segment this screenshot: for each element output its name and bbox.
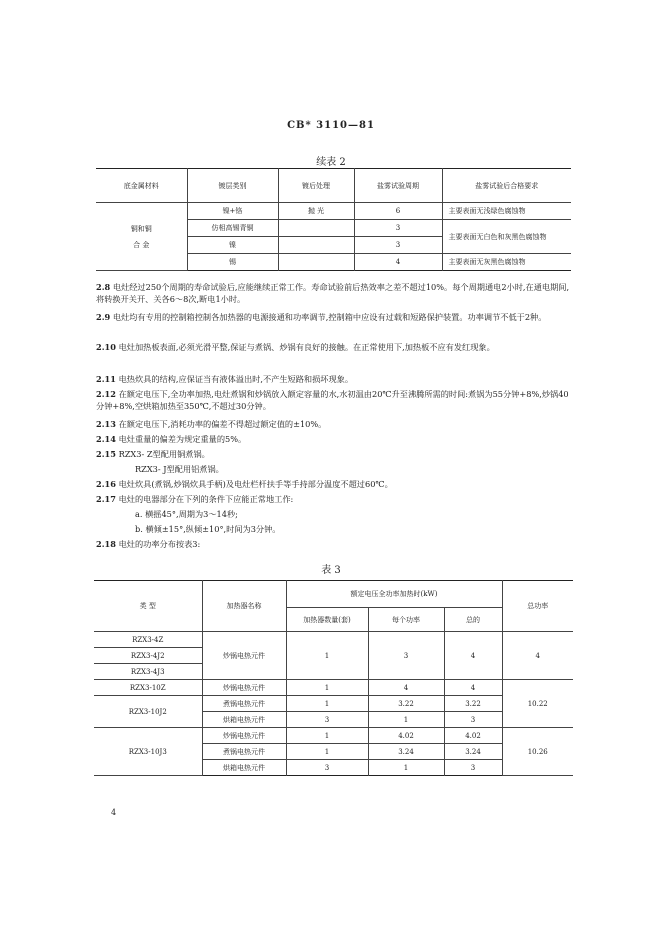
overall-cell: 10.22 [502, 680, 573, 728]
type-cell: RZX3-4J3 [94, 664, 202, 680]
heater-name-cell: 炒锅电热元件 [202, 680, 286, 696]
requirement-cell: 主要表面无浅绿色腐蚀物 [442, 203, 571, 220]
count-cell: 1 [286, 728, 368, 744]
clause-2-17 [96, 493, 574, 505]
col-header-coating: 镀层类别 [187, 169, 278, 203]
clause-number: 2.17 [96, 494, 116, 504]
table2-caption: 续表 2 [316, 157, 346, 168]
each-power-cell: 4.02 [368, 728, 444, 744]
table-row [96, 203, 571, 220]
clause-2-16 [96, 478, 574, 490]
each-power-cell: 1 [368, 760, 444, 776]
total-cell: 3 [444, 712, 502, 728]
clause-text: 在额定电压下,消耗功率的偏差不得超过额定值的±10%。 [118, 419, 327, 429]
type-cell: RZX3-4Z [94, 632, 202, 648]
clause-number: 2.10 [96, 342, 116, 352]
page-number: 4 [111, 808, 117, 817]
each-power-cell: 4 [368, 680, 444, 696]
each-power-cell: 1 [368, 712, 444, 728]
clause-number: 2.16 [96, 479, 116, 489]
coating-cell: 镍 [187, 237, 278, 254]
clause-2-9 [96, 311, 574, 323]
clause-number: 2.8 [96, 282, 111, 292]
clause-text: 电灶的电器部分在下列的条件下应能正常地工作: [118, 494, 294, 504]
clause-number: 2.12 [96, 389, 116, 399]
type-cell: RZX3-4J2 [94, 648, 202, 664]
each-power-cell: 3.22 [368, 696, 444, 712]
clause-number: 2.13 [96, 419, 116, 429]
heater-name-cell: 烘箱电热元件 [202, 760, 286, 776]
total-cell: 4.02 [444, 728, 502, 744]
clause-number: 2.11 [96, 374, 116, 384]
each-power-cell: 3.24 [368, 744, 444, 760]
clause-text: 电灶重量的偏差为规定重量的5%。 [118, 434, 247, 444]
clause-text: 电灶经过250个周期的寿命试验后,应能继续正常工作。寿命试验前后热效率之差不超过10%。每个周期通电2小时,在通电期间,将转换开关开、关各6～8次,断电1小时。 [96, 282, 570, 304]
clause-text: 电热炊具的结构,应保证当有液体溢出时,不产生短路和损坏现象。 [118, 374, 354, 384]
cycle-cell: 6 [354, 203, 442, 220]
heater-name-cell: 炒锅电热元件 [202, 632, 286, 680]
clause-2-14 [96, 433, 574, 445]
coating-cell: 仿相高锡青铜 [187, 220, 278, 237]
table3-caption: 表 3 [321, 565, 341, 576]
col-header-overall-power: 总功率 [502, 581, 573, 632]
requirement-cell: 主要表面无灰黑色腐蚀物 [442, 254, 571, 271]
clause-text: 电灶炊具(煮锅,炒锅炊具手柄)及电灶栏杆扶手等手持部分温度不超过60℃。 [118, 479, 393, 489]
clause-text: 电灶加热板表面,必须光滑平整,保证与煮锅、炒锅有良好的接触。在正常使用下,加热板不应有发红现象。 [118, 342, 495, 352]
total-cell: 3 [444, 760, 502, 776]
heater-name-cell: 煮锅电热元件 [202, 696, 286, 712]
clause-number: 2.15 [96, 449, 116, 459]
cycle-cell: 3 [354, 220, 442, 237]
standard-header: CB* 3110—81 [287, 120, 375, 131]
clause-number: 2.18 [96, 539, 116, 549]
clause-2-11 [96, 373, 574, 385]
heater-name-cell: 炒锅电热元件 [202, 728, 286, 744]
material-line: 铜和铜 [130, 224, 152, 233]
col-header-requirement: 盐雾试验后合格要求 [442, 169, 571, 203]
clause-text: RZX3- Z型配用铜煮锅。 [118, 449, 210, 459]
post-cell: 抛 光 [278, 203, 354, 220]
col-header-count: 加热器数量(套) [286, 608, 368, 632]
overall-cell: 4 [502, 632, 573, 680]
clause-2-15-line2: RZX3- J型配用铝煮锅。 [135, 464, 224, 474]
coating-cell: 锡 [187, 254, 278, 271]
clause-number: 2.9 [96, 312, 111, 322]
clause-text: 在额定电压下,全功率加热,电灶煮锅和炒锅放入额定容量的水,水初温由20℃升至沸腾所需的时间:煮锅为55分钟+8%,炒锅40分钟+8%,空烘箱加热至350℃,不超过30分钟。 [96, 389, 569, 411]
col-header-post-treatment: 镀后处理 [278, 169, 354, 203]
requirement-cell: 主要表面无白色和灰黑色腐蚀物 [442, 220, 571, 254]
material-line: 合 金 [133, 240, 150, 249]
count-cell: 1 [286, 744, 368, 760]
clause-text: 电灶均有专用的控制箱控制各加热器的电源接通和功率调节,控制箱中应设有过载和短路保护装置。功率调节不低于2种。 [112, 312, 547, 322]
col-header-material: 底金属材料 [96, 169, 187, 203]
type-cell: RZX3-10J2 [94, 696, 202, 728]
type-cell: RZX3-10J3 [94, 728, 202, 776]
col-header-rated-power: 额定电压全功率加热时(kW) [286, 581, 502, 608]
clause-2-12 [96, 388, 574, 412]
count-cell: 3 [286, 760, 368, 776]
count-cell: 3 [286, 712, 368, 728]
clause-text: 电灶的功率分布按表3: [118, 539, 201, 549]
clause-2-17-item-a: a. 横摇45°,周期为3～14秒; [135, 509, 238, 519]
each-power-cell: 3 [368, 632, 444, 680]
table-row [94, 728, 573, 744]
clause-2-17-item-b: b. 横倾±15°,纵倾±10°,时间为3分钟。 [135, 524, 281, 534]
clause-2-10 [96, 341, 574, 353]
clause-number: 2.14 [96, 434, 116, 444]
table-row [94, 696, 573, 712]
table-2 [96, 168, 571, 271]
col-header-heater-name: 加热器名称 [202, 581, 286, 632]
count-cell: 1 [286, 696, 368, 712]
post-cell [278, 254, 354, 271]
coating-cell: 镍+铬 [187, 203, 278, 220]
table-row [94, 632, 573, 648]
total-cell: 4 [444, 632, 502, 680]
clause-2-13 [96, 418, 574, 430]
table-row [94, 680, 573, 696]
clause-2-8 [96, 281, 574, 305]
col-header-total: 总的 [444, 608, 502, 632]
material-cell [96, 203, 187, 271]
post-cell [278, 237, 354, 254]
heater-name-cell: 煮锅电热元件 [202, 744, 286, 760]
clause-2-15 [96, 448, 574, 460]
total-cell: 3.22 [444, 696, 502, 712]
cycle-cell: 4 [354, 254, 442, 271]
heater-name-cell: 烘箱电热元件 [202, 712, 286, 728]
type-cell: RZX3-10Z [94, 680, 202, 696]
post-cell [278, 220, 354, 237]
col-header-each-power: 每个功率 [368, 608, 444, 632]
clause-2-18 [96, 538, 574, 550]
count-cell: 1 [286, 632, 368, 680]
overall-cell: 10.26 [502, 728, 573, 776]
col-header-type: 类 型 [94, 581, 202, 632]
total-cell: 3.24 [444, 744, 502, 760]
col-header-salt-spray-cycle: 盐雾试验周期 [354, 169, 442, 203]
total-cell: 4 [444, 680, 502, 696]
count-cell: 1 [286, 680, 368, 696]
cycle-cell: 3 [354, 237, 442, 254]
table-3 [94, 580, 573, 776]
